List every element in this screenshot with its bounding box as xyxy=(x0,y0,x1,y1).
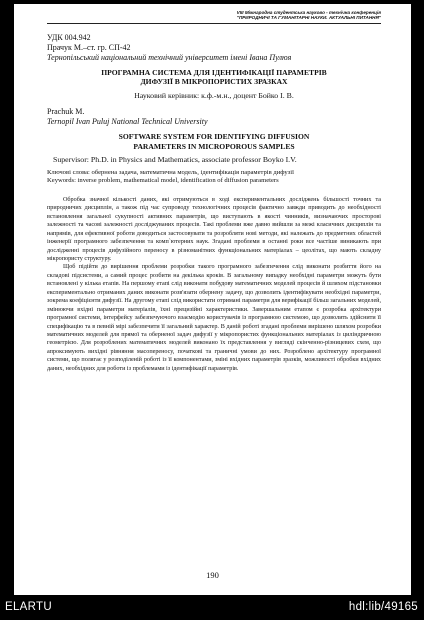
title-ua-line-2: ДИФУЗІЇ В МІКРОПОРИСТИХ ЗРАЗКАХ xyxy=(140,77,288,87)
title-en-line-2: PARAMETERS IN MICROPOROUS SAMPLES xyxy=(133,141,295,151)
conference-header xyxy=(47,10,381,24)
repository-label: ELARTU xyxy=(5,601,52,613)
page-number: 190 xyxy=(206,570,219,580)
supervisor-ua: Науковий керівник: к.ф.-м.н., доцент Бойко І. В. xyxy=(134,91,294,100)
title-ua xyxy=(47,68,381,87)
title-en xyxy=(47,132,381,151)
author-en: Prachuk M. xyxy=(47,107,85,116)
conference-header-line-2: "ПРИРОДНИЧІ ТА ГУМАНІТАРНІ НАУКИ. АКТУАЛЬНІ ПИТАННЯ" xyxy=(236,15,381,21)
body-paragraph-1: Обробка значної кількості даних, які отримуються в ході експериментальних досліджень більшості точних та природничих дисциплін, а також під час супроводу технологічних процесів фактично завжди приводить до необхідності встановлення загальної сукупності активних параметрів, що виступають в якості чинників, визначаючих просторові залежності та часові залежності досліджуваних процесів. Такі проблеми вже давно вийшли за межі класичних дисциплін та напрямів, для ефективної роботи доводиться застосовувати та розробляти нові методи, які належать до предметних областей інженерії програмного забезпечення та комп`ютерних наук. Згадані проблеми в останні роки все частіше виникають при дослідженні процесів дифузійного переносу в різноманітних функціональних матеріалах – цеолітах, що мають складну мікропористу структуру. xyxy=(47,196,381,262)
author-ua: Прачук М.–ст. гр. СП-42 xyxy=(47,42,131,52)
affiliation-ua: Тернопільський національний технічний університет імені Івана Пулюя xyxy=(47,52,292,62)
body-paragraph-2: Щоб підійти до вирішення проблеми розробки такого програмного забезпечення слід виконати розбиття його на складові підсистеми, а самий процес розбити на декілька кроків. В загальному випадку необхідні параметри можуть бути встановлені у кілька етапів. На першому етапі слід виконати побудову математичних моделей процесів й шляхом підстановки експериментально отриманих даних виконати розв'язати обернену задачу, що дозволить ідентифікувати необхідні параметри, зокрема коефіцієнти дифузії. На другому етапі слід використати отримані параметри для верифікації більш загальних моделей, змінюючи вхідні параметри матеріалів, їхні прецизійні характеристики. Завершальним етапом є розробка архітектури програмної системи, інтерфейсу забезпечуючого взаємодію користувачів із програмною системою, що дозволить здійснити її специфікацію та в певній мірі забезпечити її загальний характер. В даній роботі згадані проблеми вирішено шляхом розробки математичних моделей для прямої та оберненої задач дифузії у мікропористих функціональних матеріалах із циліндричною геометрією. Для розроблених математичних моделей виконано їх представлення у вигляді скінченно-різницевих схем, що апроксимують вихідні рівняння масопереносу, початкові та граничні умови до них. Розроблено архітектуру програмної системи, що полягає у розподіленій роботі із її компонентами, зміні вхідних параметрів зразків, можливості обробки вхідних даних, необхідних для роботи із проблемами із ідентифікації параметрів. xyxy=(47,264,381,372)
keywords-block xyxy=(47,169,381,186)
title-en-line-1: SOFTWARE SYSTEM FOR IDENTIFYING DIFFUSION xyxy=(118,132,310,141)
keywords-ua: Ключові слова: обернена задача, математична модель, ідентифікація параметрів дифузії xyxy=(47,169,294,177)
handle-id: hdl:lib/49165 xyxy=(348,601,418,613)
conference-header-line-1: VIII Міжнародна студентська науково - технічна конференція xyxy=(236,10,381,15)
keywords-en: Keywords: inverse problem, mathematical model, identification of diffusion parameters xyxy=(47,177,279,185)
udk-code: УДК 004.942 xyxy=(47,32,91,42)
document-page xyxy=(14,4,411,595)
supervisor-en: Supervisor: Ph.D. in Physics and Mathematics, associate professor Boyko I.V. xyxy=(53,155,297,165)
affiliation-en: Ternopil Ivan Puluj National Technical University xyxy=(47,117,208,126)
title-ua-line-1: ПРОГРАМНА СИСТЕМА ДЛЯ ІДЕНТИФІКАЦІЇ ПАРАМЕТРІВ xyxy=(101,67,327,77)
